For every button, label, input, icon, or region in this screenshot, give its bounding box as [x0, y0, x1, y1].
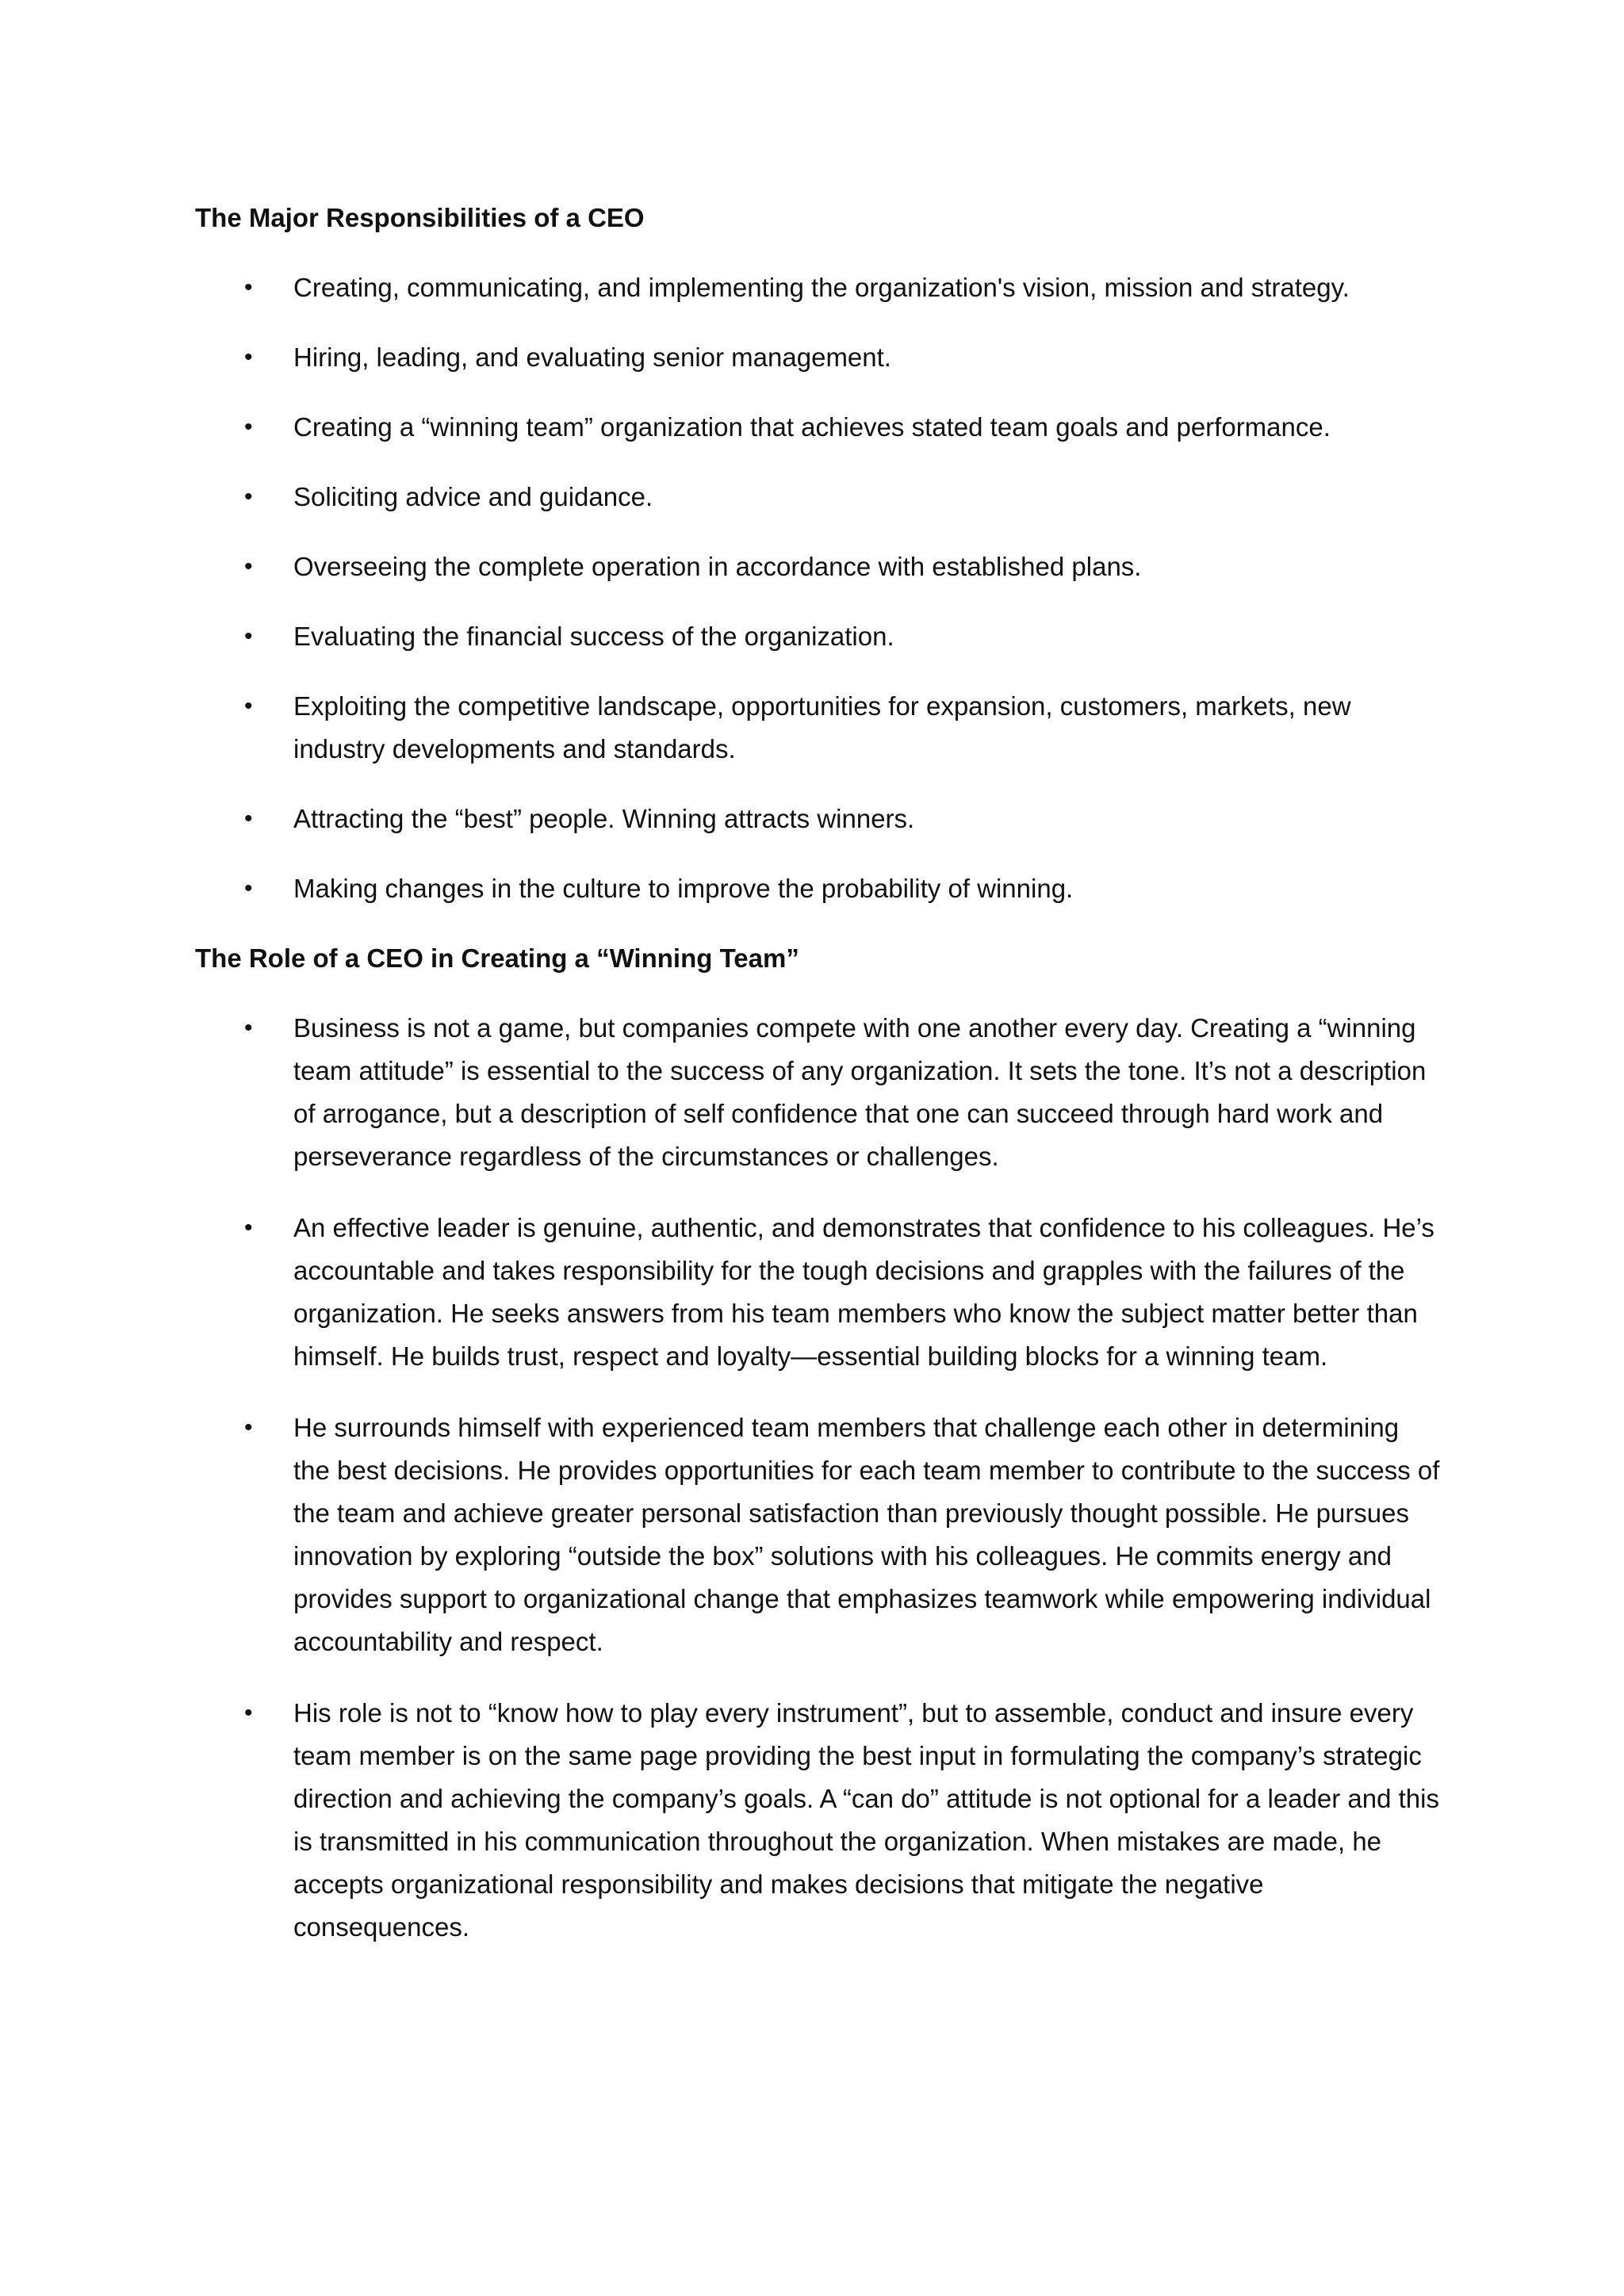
bullet-dot-icon: •	[244, 484, 253, 510]
section-major-responsibilities	[195, 197, 1440, 910]
section-winning-team-role	[195, 937, 1440, 1949]
list-item-text: Attracting the “best” people. Winning attracts winners.	[293, 804, 915, 833]
list-item	[195, 1207, 1440, 1378]
list-item	[195, 1406, 1440, 1663]
bullet-dot-icon: •	[244, 274, 253, 300]
list-item	[195, 1007, 1440, 1178]
bullet-dot-icon: •	[244, 693, 253, 719]
bullet-list	[195, 266, 1440, 910]
list-item-text: Creating, communicating, and implementing the organization's vision, mission and strategy.	[293, 273, 1350, 302]
bullet-dot-icon: •	[244, 806, 253, 832]
list-item	[195, 615, 1440, 658]
list-item	[195, 685, 1440, 771]
list-item-text: Soliciting advice and guidance.	[293, 482, 653, 511]
bullet-dot-icon: •	[244, 344, 253, 370]
bullet-dot-icon: •	[244, 1015, 253, 1041]
document-page	[195, 197, 1440, 1977]
list-item-text: Business is not a game, but companies compete with one another every day. Creating a “winning team attitude” is essential to the success of any organization. It sets the tone. It’s not a description of arrogance, but a description of self confidence that one can succeed through hard work and perseverance regardless of the circumstances or challenges.	[293, 1013, 1427, 1171]
list-item	[195, 867, 1440, 910]
bullet-dot-icon: •	[244, 1215, 253, 1241]
list-item-text: Exploiting the competitive landscape, opportunities for expansion, customers, markets, new industry developments and standards.	[293, 691, 1351, 763]
list-item	[195, 406, 1440, 449]
list-item-text: Hiring, leading, and evaluating senior management.	[293, 342, 891, 372]
list-item-text: Creating a “winning team” organization that achieves stated team goals and performance.	[293, 412, 1331, 442]
bullet-dot-icon: •	[244, 623, 253, 649]
bullet-dot-icon: •	[244, 1414, 253, 1441]
list-item-text: An effective leader is genuine, authentic, and demonstrates that confidence to his colleagues. He’s accountable and takes responsibility for the tough decisions and grapples with the failures of the organization. He seeks answers from his team members who know the subject matter better than himself. He builds trust, respect and loyalty—essential building blocks for a winning team.	[293, 1213, 1434, 1371]
list-item	[195, 1692, 1440, 1949]
bullet-dot-icon: •	[244, 553, 253, 580]
list-item-text: Evaluating the financial success of the organization.	[293, 622, 894, 651]
list-item	[195, 476, 1440, 519]
bullet-dot-icon: •	[244, 1700, 253, 1726]
list-item	[195, 798, 1440, 840]
list-item-text: Overseeing the complete operation in accordance with established plans.	[293, 552, 1142, 581]
list-item-text: Making changes in the culture to improve the probability of winning.	[293, 874, 1074, 903]
section-heading: The Role of a CEO in Creating a “Winning Team”	[195, 943, 799, 973]
list-item	[195, 336, 1440, 379]
list-item-text: His role is not to “know how to play every instrument”, but to assemble, conduct and insure every team member is on the same page providing the best input in formulating the company’s strategic direction and achieving the company’s goals. A “can do” attitude is not optional for a leader and this is transmitted in his communication throughout the organization. When mistakes are made, he accepts organizational responsibility and makes decisions that mitigate the negative consequences.	[293, 1698, 1439, 1942]
bullet-list	[195, 1007, 1440, 1949]
bullet-dot-icon: •	[244, 414, 253, 440]
bullet-dot-icon: •	[244, 875, 253, 901]
list-item	[195, 266, 1440, 309]
list-item-text: He surrounds himself with experienced team members that challenge each other in determining the best decisions. He provides opportunities for each team member to contribute to the success of the team and achieve greater personal satisfaction than previously thought possible. He pursues innovation by exploring “outside the box” solutions with his colleagues. He commits energy and provides support to organizational change that emphasizes teamwork while empowering individual accountability and respect.	[293, 1413, 1440, 1656]
list-item	[195, 545, 1440, 588]
section-heading: The Major Responsibilities of a CEO	[195, 203, 645, 232]
